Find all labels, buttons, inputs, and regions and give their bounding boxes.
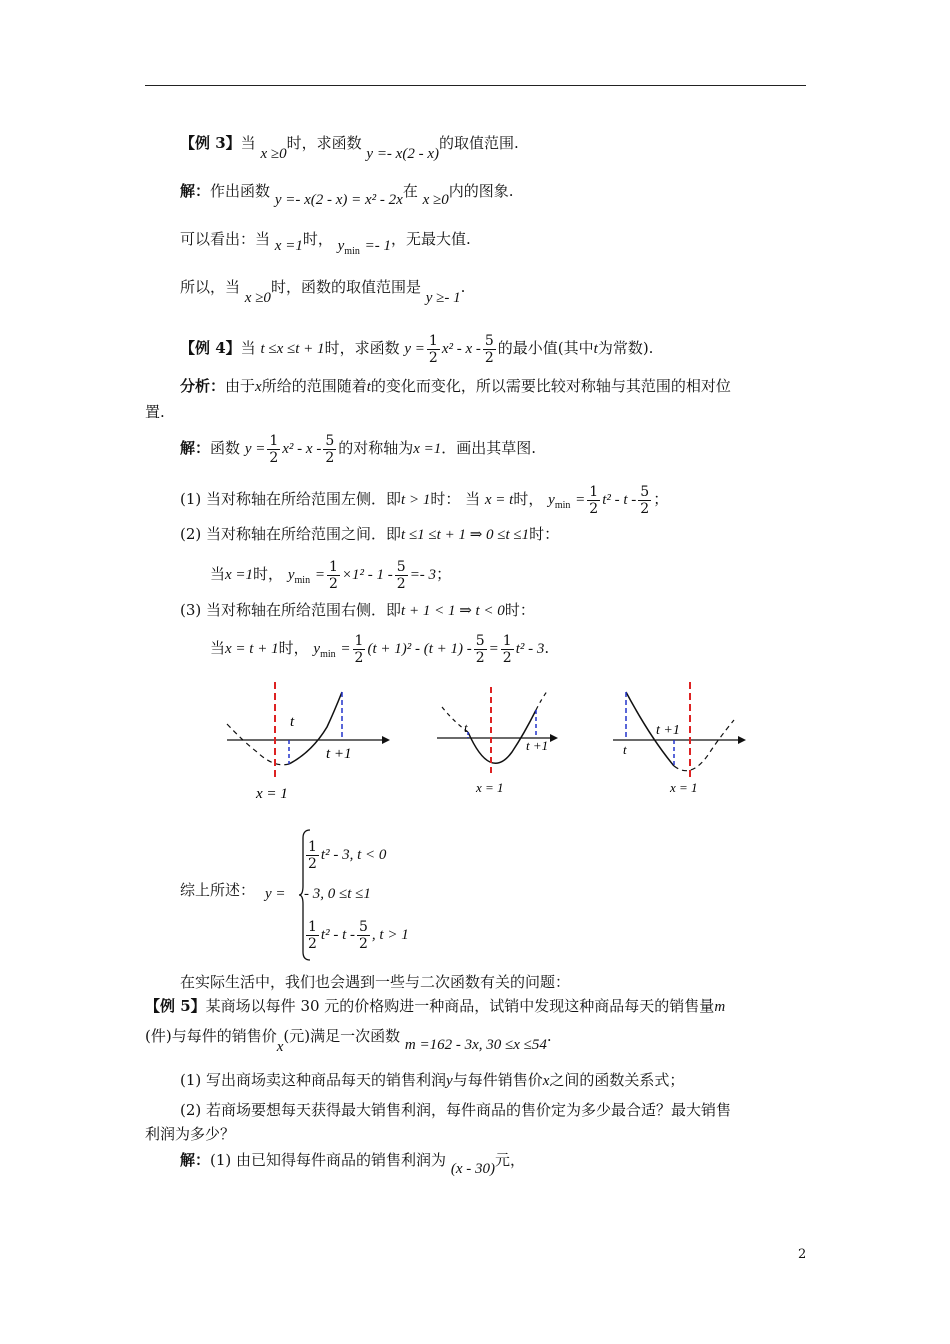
parabola-solid <box>468 710 536 763</box>
example4-solution: 解：函数 y = $\frac{1}{2}$ x² - x - $\frac{5}{2}$ 的对称轴为x =1．画出其草图. <box>180 432 537 466</box>
example4-question: 【例 4】当 t ≤x ≤t + 1时，求函数 y = $\frac{1}{2}$ x² - x - $\frac{5}{2}$ 的最小值(其中t为常数). <box>180 332 654 366</box>
parabola-dashed-right <box>536 690 548 710</box>
solution-label: 解： <box>180 182 211 200</box>
sketch-case-left <box>222 682 392 802</box>
label-t-plus-1: t +1 <box>656 723 680 738</box>
example5-part2-cont: 利润为多少？ <box>145 1125 236 1143</box>
example3-question: 【例 3】当 x ≥0时，求函数 y =- x(2 - x)的取值范围. <box>180 134 519 162</box>
fraction-half: $\frac{1}{2}$ <box>428 332 438 366</box>
solution-label: 解： <box>180 439 211 457</box>
label-t: t <box>623 742 627 757</box>
page-number: 2 <box>798 1247 807 1262</box>
piece-2: - 3, 0 ≤t ≤1 <box>304 886 371 902</box>
x-axis-arrow <box>382 736 390 744</box>
x-axis-arrow <box>550 734 558 742</box>
example3-solution: 解：作出函数 y =- x(2 - x) = x² - 2x在 x ≥0内的图象. <box>180 182 514 208</box>
label-t-plus-1: t +1 <box>326 746 352 762</box>
example5-solution: 解：(1) 由已知得每件商品的销售利润为 (x - 30)元， <box>180 1151 525 1177</box>
example3-label: 【例 3】 <box>180 134 241 152</box>
fraction-five-halves: $\frac{5}{2}$ <box>484 332 494 366</box>
example4-analysis-cont: 置. <box>145 403 165 421</box>
piece-3: $\frac{1}{2}$ t² - t - $\frac{5}{2}$ , t > 1 <box>308 918 409 952</box>
sketch-case-between <box>432 682 562 802</box>
sketch-case-right <box>610 682 750 802</box>
case-3: (3) 当对称轴在所给范围右侧．即t + 1 < 1 ⇒ t < 0时： <box>180 601 535 619</box>
example3-conclusion: 所以，当 x ≥0时，函数的取值范围是 y ≥- 1. <box>180 278 466 306</box>
summary-label: 综上所述： <box>180 881 256 899</box>
case-2: (2) 当对称轴在所给范围之间．即t ≤1 ≤t + 1 ⇒ 0 ≤t ≤1时： <box>180 525 560 543</box>
label-t: t <box>464 720 468 735</box>
label-axis: x = 1 <box>476 780 504 795</box>
intro-example5: 在实际生活中，我们也会遇到一些与二次函数有关的问题： <box>180 973 571 991</box>
label-t-plus-1: t +1 <box>526 738 549 753</box>
example3-observation: 可以看出：当 x =1时， $y_{min} =- 1$，无最大值. <box>180 230 471 257</box>
example5-label: 【例 5】 <box>145 997 206 1015</box>
label-t: t <box>290 714 295 730</box>
example5-part2: (2) 若商场要想每天获得最大销售利润，每件商品的售价定为多少最合适？最大销售 <box>180 1101 732 1119</box>
example4-analysis: 分析：由于x所给的范围随着t的变化而变化，所以需要比较对称轴与其范围的相对位 <box>180 377 731 395</box>
example5-part1: (1) 写出商场卖这种商品每天的销售利润y与每件销售价x之间的函数关系式； <box>180 1071 685 1089</box>
summary-y: y = <box>265 886 286 902</box>
case-2-result: 当x =1时， $y_{min}$ = $\frac{1}{2}$ ×1² - 1 - $\frac{5}{2}$ =- 3； <box>210 558 452 592</box>
label-axis: x = 1 <box>670 780 698 795</box>
example5-question-cont: (件)与每件的销售价x(元)满足一次函数 m =162 - 3x, 30 ≤x ≤54. <box>145 1027 552 1055</box>
label-axis: x = 1 <box>256 786 288 802</box>
header-rule <box>145 85 806 86</box>
piece-1: $\frac{1}{2}$ t² - 3, t < 0 <box>308 838 387 872</box>
parabola-dashed <box>227 724 289 765</box>
case-1: (1) 当对称轴在所给范围左侧．即t > 1时： 当 x = t时， $y_{min}$ = $\frac{1}{2}$ t² - t - $\frac{5}{2}$ ； <box>180 483 669 517</box>
analysis-label: 分析： <box>180 377 226 395</box>
parabola-dashed <box>674 720 734 771</box>
solution-label: 解： <box>180 1151 211 1169</box>
example4-label: 【例 4】 <box>180 339 241 357</box>
case-3-result: 当x = t + 1时， $y_{min}$ = $\frac{1}{2}$ (t + 1)² - (t + 1) - $\frac{5}{2}$ = $\frac{1}{2}$ t² - 3. <box>210 632 550 666</box>
x-axis-arrow <box>738 736 746 744</box>
example5-question: 【例 5】某商场以每件 30 元的价格购进一种商品，试销中发现这种商品每天的销售量m <box>145 997 726 1015</box>
